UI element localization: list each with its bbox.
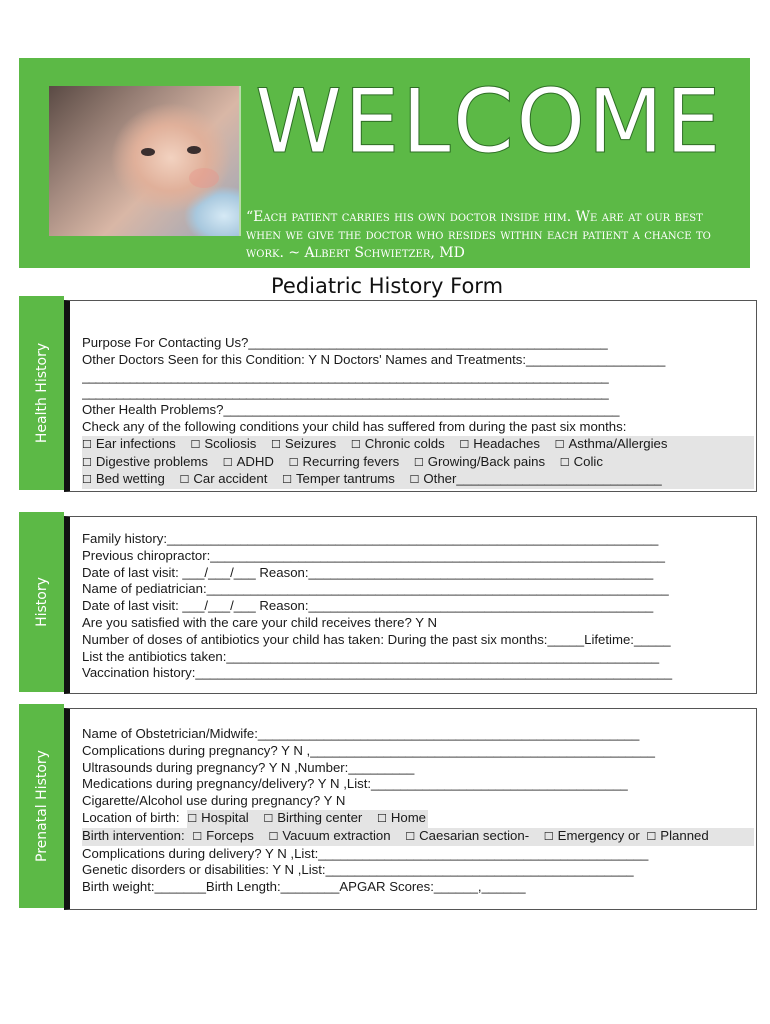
condition-label: Other____________________________ xyxy=(423,471,662,487)
purpose-field[interactable]: Purpose For Contacting Us?_________________________________________________ xyxy=(82,335,608,350)
previous-chiropractor-field[interactable]: Previous chiropractor:______________________________________________________________ xyxy=(82,547,665,563)
quote-text: “Each patient carries his own doctor inside him. We are at our best when we give the doctor who resides within each patient a chance to work. ~ Albert Schwietzer, MD xyxy=(246,209,711,261)
location-option[interactable] xyxy=(377,810,426,825)
condition-label: Seizures xyxy=(284,435,337,451)
family-history-field[interactable]: Family history:___________________________________________________________________ xyxy=(82,531,659,546)
condition-option[interactable] xyxy=(82,471,165,486)
medications-field[interactable]: Medications during pregnancy/delivery? Y N ,List:___________________________________ xyxy=(82,776,628,792)
sidebar-health-history xyxy=(19,296,64,490)
sidebar-history xyxy=(19,512,64,692)
other-doctors-field[interactable]: Other Doctors Seen for this Condition: Y N Doctors' Names and Treatments:___________________ xyxy=(82,351,666,367)
checkbox-icon[interactable]: ☐ xyxy=(263,811,274,825)
condition-label: ADHD xyxy=(236,453,274,469)
intervention-label: Caesarian section- xyxy=(419,827,530,843)
conditions-row-1 xyxy=(82,436,754,454)
birth-intervention-row xyxy=(82,828,754,846)
checkbox-icon[interactable]: ☐ xyxy=(543,829,554,843)
condition-label: Bed wetting xyxy=(95,471,165,487)
photo-cheek xyxy=(189,168,219,188)
antibiotics-doses-field[interactable]: Number of doses of antibiotics your child has taken: During the past six months:_____Lifetime:_____ xyxy=(82,631,671,647)
condition-label: Temper tantrums xyxy=(295,471,395,487)
checkbox-icon[interactable]: ☐ xyxy=(646,829,657,843)
condition-option[interactable] xyxy=(410,471,662,486)
condition-label: Growing/Back pains xyxy=(427,453,546,469)
birth-measurements-field[interactable]: Birth weight:_______Birth Length:________APGAR Scores:______,______ xyxy=(82,879,526,895)
condition-label: Scoliosis xyxy=(204,435,257,451)
conditions-row-2 xyxy=(82,454,754,472)
location-options xyxy=(187,810,428,828)
conditions-row-3 xyxy=(82,471,754,489)
checkbox-icon[interactable]: ☐ xyxy=(554,437,565,451)
condition-option[interactable] xyxy=(190,436,256,451)
checkbox-icon[interactable]: ☐ xyxy=(82,455,92,469)
condition-option[interactable] xyxy=(459,436,540,451)
intervention-option[interactable] xyxy=(646,828,708,843)
condition-label: Car accident xyxy=(193,471,268,487)
condition-option[interactable] xyxy=(560,454,603,469)
checkbox-icon[interactable]: ☐ xyxy=(82,473,92,487)
chiro-last-visit-field[interactable]: Date of last visit: ___/___/___ Reason:_______________________________________________ xyxy=(82,564,654,580)
checkbox-icon[interactable]: ☐ xyxy=(282,473,292,487)
location-option[interactable] xyxy=(187,810,249,825)
form-title: Pediatric History Form xyxy=(270,274,504,298)
condition-option[interactable] xyxy=(223,454,274,469)
sidebar-label-health-history: Health History xyxy=(33,342,50,444)
history-section xyxy=(64,516,757,694)
location-label: Birthing center xyxy=(277,809,363,825)
location-of-birth-row xyxy=(82,810,752,828)
condition-label: Recurring fevers xyxy=(302,453,400,469)
checkbox-icon[interactable]: ☐ xyxy=(409,473,420,487)
checkbox-icon[interactable]: ☐ xyxy=(222,455,233,469)
delivery-complications-field[interactable]: Complications during delivery? Y N ,List:_____________________________________________ xyxy=(82,845,649,861)
checkbox-icon[interactable]: ☐ xyxy=(82,437,92,451)
condition-label: Chronic colds xyxy=(364,435,445,451)
condition-option[interactable] xyxy=(555,436,668,451)
condition-option[interactable] xyxy=(179,471,267,486)
intervention-label: Planned xyxy=(660,827,709,843)
checkbox-icon[interactable]: ☐ xyxy=(413,455,424,469)
sidebar-label-history: History xyxy=(33,577,50,627)
vaccination-history-field[interactable]: Vaccination history:_________________________________________________________________ xyxy=(82,665,673,681)
condition-option[interactable] xyxy=(82,454,208,469)
checkbox-icon[interactable]: ☐ xyxy=(559,455,570,469)
condition-option[interactable] xyxy=(82,436,176,451)
checkbox-icon[interactable]: ☐ xyxy=(350,437,361,451)
checkbox-icon[interactable]: ☐ xyxy=(268,829,279,843)
intervention-label: Forceps xyxy=(206,827,254,843)
pediatrician-last-visit-field[interactable]: Date of last visit: ___/___/___ Reason:_______________________________________________ xyxy=(82,598,654,614)
checkbox-icon[interactable]: ☐ xyxy=(405,829,416,843)
condition-label: Headaches xyxy=(473,435,540,451)
condition-option[interactable] xyxy=(271,436,336,451)
notes-line-1[interactable]: _____________________________________________________________________________ xyxy=(82,368,609,384)
other-problems-field[interactable]: Other Health Problems?______________________________________________________ xyxy=(82,402,620,418)
photo-eye-left xyxy=(141,148,155,156)
location-label: Hospital xyxy=(201,809,249,825)
obstetrician-field[interactable]: Name of Obstetrician/Midwife:____________________________________________________ xyxy=(82,726,640,741)
conditions-prompt: Check any of the following conditions your child has suffered from during the past six months: xyxy=(82,418,627,434)
cigarette-alcohol-field[interactable]: Cigarette/Alcohol use during pregnancy? Y N xyxy=(82,793,346,809)
notes-line-2[interactable]: _____________________________________________________________________________ xyxy=(82,385,609,401)
satisfied-question[interactable]: Are you satisfied with the care your child receives there? Y N xyxy=(82,614,438,630)
intervention-option[interactable] xyxy=(544,828,640,843)
intervention-option[interactable] xyxy=(192,828,254,843)
condition-option[interactable] xyxy=(289,454,400,469)
condition-option[interactable] xyxy=(282,471,395,486)
checkbox-icon[interactable]: ☐ xyxy=(190,437,201,451)
sidebar-prenatal-history xyxy=(19,704,64,908)
prenatal-history-section xyxy=(64,708,757,910)
birth-intervention-label: Birth intervention: xyxy=(82,827,185,843)
condition-label: Digestive problems xyxy=(95,453,209,469)
pregnancy-complications-field[interactable]: Complications during pregnancy? Y N ,_______________________________________________ xyxy=(82,742,655,758)
condition-option[interactable] xyxy=(351,436,445,451)
checkbox-icon[interactable]: ☐ xyxy=(376,811,387,825)
baby-photo xyxy=(49,86,241,236)
welcome-title: WELCOME xyxy=(255,70,723,173)
condition-label: Colic xyxy=(573,453,603,469)
antibiotics-list-field[interactable]: List the antibiotics taken:___________________________________________________________ xyxy=(82,648,660,664)
photo-eye-right xyxy=(187,146,201,154)
ultrasounds-field[interactable]: Ultrasounds during pregnancy? Y N ,Number:_________ xyxy=(82,759,415,775)
genetic-disorders-field[interactable]: Genetic disorders or disabilities: Y N ,List:__________________________________________ xyxy=(82,862,634,878)
intervention-option[interactable] xyxy=(268,828,390,843)
condition-label: Ear infections xyxy=(95,435,176,451)
checkbox-icon[interactable]: ☐ xyxy=(271,437,281,451)
checkbox-icon[interactable]: ☐ xyxy=(459,437,470,451)
checkbox-icon[interactable]: ☐ xyxy=(192,829,203,843)
location-label: Home xyxy=(390,809,427,825)
intervention-label: Emergency or xyxy=(557,827,640,843)
sidebar-label-prenatal-history: Prenatal History xyxy=(33,750,50,862)
checkbox-icon[interactable]: ☐ xyxy=(187,811,198,825)
checkbox-icon[interactable]: ☐ xyxy=(179,473,190,487)
location-of-birth-label: Location of birth: xyxy=(82,809,180,825)
checkbox-icon[interactable]: ☐ xyxy=(288,455,299,469)
condition-label: Asthma/Allergies xyxy=(568,435,668,451)
intervention-option[interactable] xyxy=(405,828,529,843)
pediatrician-field[interactable]: Name of pediatrician:_______________________________________________________________ xyxy=(82,581,669,597)
health-history-section xyxy=(64,300,757,492)
condition-option[interactable] xyxy=(414,454,545,469)
location-option[interactable] xyxy=(263,810,362,825)
intervention-label: Vacuum extraction xyxy=(282,827,391,843)
